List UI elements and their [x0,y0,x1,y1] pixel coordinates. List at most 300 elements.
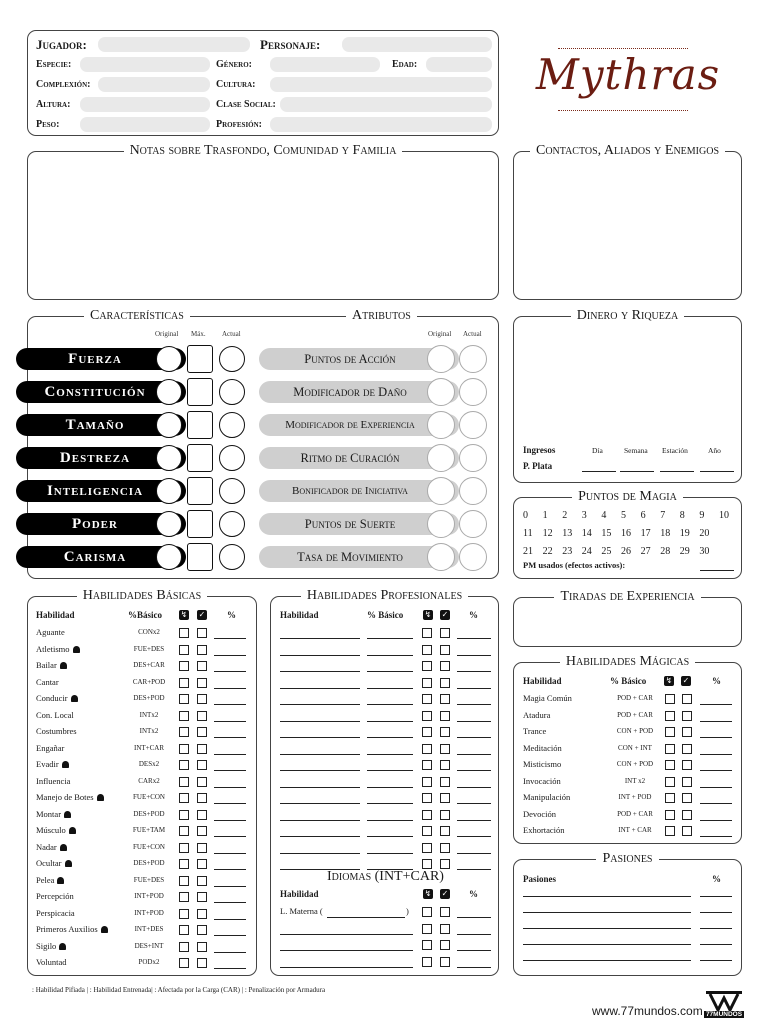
magic-point-number[interactable]: 10 [719,510,729,521]
characteristic-actual-circle[interactable] [219,445,245,471]
skill-percent-line[interactable] [457,836,491,837]
trained-checkbox[interactable] [440,678,450,688]
fumbled-checkbox[interactable] [179,711,189,721]
plata-ano-line[interactable] [700,471,734,472]
prof-skill-basic-line[interactable] [367,787,413,788]
skill-percent-line[interactable] [214,820,246,821]
prof-skill-name-line[interactable] [280,787,360,788]
skill-percent-line[interactable] [700,836,732,837]
skill-percent-line[interactable] [214,836,246,837]
trained-checkbox[interactable] [682,711,692,721]
magic-point-number[interactable]: 28 [660,546,671,557]
trained-checkbox[interactable] [197,760,207,770]
prof-skill-name-line[interactable] [280,721,360,722]
contactos-box[interactable] [513,143,742,300]
attribute-label: Modificador de Daño [259,381,459,403]
characteristic-actual-circle[interactable] [219,511,245,537]
basic-skill-formula: INTx2 [139,710,159,719]
prof-skill-basic-line[interactable] [367,754,413,755]
basic-skill-formula: DES+INT [134,941,164,950]
fumbled-checkbox[interactable] [179,661,189,671]
trained-checkbox[interactable] [440,793,450,803]
fumbled-checkbox[interactable] [179,810,189,820]
magic-point-number[interactable]: 16 [621,528,631,539]
prof-skill-basic-line[interactable] [367,721,413,722]
fumbled-checkbox[interactable] [665,810,675,820]
trained-checkbox[interactable] [197,925,207,935]
characteristic-max-box[interactable] [187,378,213,406]
idioma-name-line[interactable] [280,934,413,935]
characteristic-original-circle[interactable] [156,445,182,471]
prof-skill-name-line[interactable] [280,754,360,755]
plata-estacion-line[interactable] [660,471,694,472]
prof-skill-name-line[interactable] [280,853,360,854]
fumbled-checkbox[interactable] [422,628,432,638]
skill-percent-line[interactable] [214,754,246,755]
attribute-actual-circle[interactable] [459,345,487,373]
trained-checkbox[interactable] [440,907,450,917]
skill-percent-line[interactable] [214,721,246,722]
genero-field[interactable] [270,57,380,72]
tiradas-box[interactable] [513,589,742,647]
skill-percent-line[interactable] [457,917,491,918]
prof-skill-name-line[interactable] [280,803,360,804]
fumbled-checkbox[interactable] [179,876,189,886]
trained-checkbox[interactable] [197,744,207,754]
trained-checkbox[interactable] [197,909,207,919]
trained-checkbox[interactable] [440,777,450,787]
prof-skill-basic-line[interactable] [367,704,413,705]
fumbled-checkbox[interactable] [179,942,189,952]
plata-dia-line[interactable] [582,471,616,472]
magic-point-number[interactable]: 8 [679,510,685,521]
prof-skill-basic-line[interactable] [367,820,413,821]
magic-point-number[interactable]: 0 [523,510,528,521]
trained-checkbox[interactable] [197,859,207,869]
peso-field[interactable] [80,117,210,132]
skill-percent-line[interactable] [457,737,491,738]
fumbled-checkbox[interactable] [179,727,189,737]
prof-skill-name-line[interactable] [280,688,360,689]
magic-point-number[interactable]: 14 [581,528,592,539]
skill-percent-line[interactable] [700,820,732,821]
skill-percent-line[interactable] [214,886,246,887]
complexion-field[interactable] [98,77,210,92]
skill-percent-line[interactable] [214,638,246,639]
attribute-original-circle[interactable] [427,411,455,439]
fumbled-checkbox[interactable] [422,727,432,737]
trained-checkbox[interactable] [197,810,207,820]
prof-skill-basic-line[interactable] [367,638,413,639]
skill-percent-line[interactable] [700,754,732,755]
skill-percent-line[interactable] [457,704,491,705]
skill-percent-line[interactable] [700,737,732,738]
magic-point-number[interactable]: 15 [601,528,612,539]
fumbled-checkbox[interactable] [179,694,189,704]
fumbled-checkbox[interactable] [179,645,189,655]
skill-percent-line[interactable] [700,721,732,722]
basic-skill-name: Conducir [36,693,78,707]
magic-point-number[interactable]: 18 [660,528,671,539]
pasiones-head-pct: % [712,874,721,884]
characteristic-max-box[interactable] [187,345,213,373]
fumbled-checkbox[interactable] [422,859,432,869]
trained-checkbox[interactable] [197,876,207,886]
fumbled-checkbox[interactable] [665,727,675,737]
magic-point-number[interactable]: 22 [542,546,553,557]
edad-field[interactable] [426,57,492,72]
magic-point-number[interactable]: 20 [699,528,710,539]
prof-skill-name-line[interactable] [280,737,360,738]
especie-field[interactable] [80,57,210,72]
trained-checkbox[interactable] [440,645,450,655]
prof-skill-name-line[interactable] [280,704,360,705]
trained-checkbox[interactable] [440,859,450,869]
fumbled-checkbox[interactable] [422,645,432,655]
trained-checkbox[interactable] [197,777,207,787]
magic-point-number[interactable]: 29 [679,546,690,557]
attribute-actual-circle[interactable] [459,378,487,406]
skill-percent-line[interactable] [700,704,732,705]
trained-checkbox[interactable] [197,793,207,803]
lengua-materna-line[interactable] [327,917,405,918]
mythras-logo [528,44,728,122]
fumbled-checkbox[interactable] [179,843,189,853]
personaje-field[interactable] [342,37,492,52]
trained-checkbox[interactable] [440,940,450,950]
attribute-actual-circle[interactable] [459,411,487,439]
fumbled-checkbox[interactable] [422,744,432,754]
fumbled-checkbox[interactable] [422,957,432,967]
pasion-name-line[interactable] [523,912,691,913]
prof-skill-name-line[interactable] [280,836,360,837]
skill-percent-line[interactable] [214,688,246,689]
plata-semana-line[interactable] [620,471,654,472]
fumbled-checkbox[interactable] [179,760,189,770]
fumbled-checkbox[interactable] [179,744,189,754]
characteristic-max-box[interactable] [187,543,213,571]
attribute-original-circle[interactable] [427,543,455,571]
skill-percent-line[interactable] [457,754,491,755]
fumbled-checkbox[interactable] [422,907,432,917]
attribute-original-circle[interactable] [427,444,455,472]
trained-checkbox[interactable] [197,958,207,968]
prof-skill-basic-line[interactable] [367,836,413,837]
trained-checkbox[interactable] [682,760,692,770]
characteristic-original-circle[interactable] [156,478,182,504]
trained-checkbox[interactable] [440,744,450,754]
notas-box[interactable] [27,143,499,300]
magic-point-number[interactable]: 6 [640,510,646,521]
pasion-name-line[interactable] [523,944,691,945]
skill-percent-line[interactable] [214,737,246,738]
basic-skill-formula: DESx2 [138,760,160,768]
prof-skill-name-line[interactable] [280,770,360,771]
fumbled-checkbox[interactable] [665,777,675,787]
magic-point-number[interactable]: 19 [679,528,690,539]
pasion-percent-line[interactable] [700,928,732,929]
basic-skill-name: Aguante [36,627,65,637]
magic-point-number[interactable]: 2 [562,510,568,521]
trained-checkbox[interactable] [440,694,450,704]
skill-percent-line[interactable] [457,655,491,656]
fumbled-checkbox[interactable] [422,661,432,671]
fumbled-checkbox[interactable] [665,694,675,704]
trained-checkbox[interactable] [197,678,207,688]
pasion-percent-line[interactable] [700,960,732,961]
magic-point-number[interactable]: 12 [542,528,553,539]
basic-skill-name: Cantar [36,676,59,687]
fumbled-checkbox[interactable] [179,826,189,836]
pasion-name-line[interactable] [523,928,691,929]
trained-checkbox[interactable] [682,826,692,836]
prof-skill-basic-line[interactable] [367,803,413,804]
magic-point-number[interactable]: 5 [621,510,626,521]
skill-percent-line[interactable] [214,869,246,870]
attribute-original-circle[interactable] [427,477,455,505]
fumbled-checkbox[interactable] [179,777,189,787]
characteristic-original-circle[interactable] [156,412,182,438]
trained-checkbox[interactable] [440,628,450,638]
trained-checkbox[interactable] [682,727,692,737]
skill-percent-line[interactable] [457,967,491,968]
attribute-actual-circle[interactable] [459,477,487,505]
trained-checkbox[interactable] [197,694,207,704]
trained-checkbox[interactable] [682,810,692,820]
trained-checkbox[interactable] [440,661,450,671]
fumbled-checkbox[interactable] [422,777,432,787]
trained-checkbox[interactable] [197,843,207,853]
skill-percent-line[interactable] [214,919,246,920]
fumbled-checkbox[interactable] [665,744,675,754]
characteristic-actual-circle[interactable] [219,478,245,504]
skill-percent-line[interactable] [457,770,491,771]
skill-percent-line[interactable] [214,952,246,953]
fumbled-checkbox[interactable] [179,628,189,638]
skill-percent-line[interactable] [457,853,491,854]
attr-col-actual: Actual [463,330,482,338]
attribute-actual-circle[interactable] [459,444,487,472]
characteristic-actual-circle[interactable] [219,544,245,570]
skill-percent-line[interactable] [457,688,491,689]
basic-skill-name: Manejo de Botes [36,792,104,806]
magic-skill-formula: POD + CAR [617,710,653,719]
fumbled-checkbox[interactable] [665,793,675,803]
prof-skill-name-line[interactable] [280,655,360,656]
altura-field[interactable] [80,97,210,112]
prof-skill-basic-line[interactable] [367,671,413,672]
prof-skill-name-line[interactable] [280,671,360,672]
fumbled-checkbox[interactable] [179,793,189,803]
basic-skill-name: Costumbres [36,726,77,736]
skill-percent-line[interactable] [214,803,246,804]
encumbrance-icon [65,860,72,867]
profesion-field[interactable] [270,117,492,132]
magic-point-number[interactable]: 11 [523,528,533,539]
magic-point-number[interactable]: 25 [601,546,612,557]
characteristic-original-circle[interactable] [156,511,182,537]
magic-point-number[interactable]: 23 [562,546,573,557]
skill-percent-line[interactable] [214,655,246,656]
skill-percent-line[interactable] [700,770,732,771]
skill-percent-line[interactable] [457,803,491,804]
idioma-name-line[interactable] [280,967,413,968]
attribute-original-circle[interactable] [427,510,455,538]
trained-checkbox[interactable] [440,727,450,737]
magic-skill-name: Manipulación [523,792,571,802]
magic-point-number[interactable]: 26 [621,546,631,557]
skill-percent-line[interactable] [214,853,246,854]
prof-skill-basic-line[interactable] [367,770,413,771]
prof-skill-basic-line[interactable] [367,853,413,854]
pasion-name-line[interactable] [523,896,691,897]
fumbled-checkbox[interactable] [422,810,432,820]
fumbled-checkbox[interactable] [665,826,675,836]
trained-checkbox[interactable] [197,892,207,902]
fumbled-checkbox[interactable] [422,711,432,721]
characteristic-max-box[interactable] [187,477,213,505]
characteristic-max-box[interactable] [187,510,213,538]
fumbled-checkbox[interactable] [179,892,189,902]
altura-label: Altura: [36,99,71,110]
characteristic-original-circle[interactable] [156,544,182,570]
trained-checkbox[interactable] [682,777,692,787]
attribute-original-circle[interactable] [427,378,455,406]
trained-checkbox[interactable] [197,711,207,721]
characteristic-actual-circle[interactable] [219,412,245,438]
char-col-max: Máx. [191,330,206,338]
trained-checkbox[interactable] [197,628,207,638]
trained-checkbox[interactable] [440,826,450,836]
attribute-original-circle[interactable] [427,345,455,373]
skill-percent-line[interactable] [457,934,491,935]
magic-skill-name: Devoción [523,808,557,819]
magic-point-number[interactable]: 30 [699,546,710,557]
fumbled-checkbox[interactable] [422,678,432,688]
fumbled-checkbox[interactable] [422,940,432,950]
trained-checkbox[interactable] [197,826,207,836]
magic-point-number[interactable]: 7 [660,510,666,521]
attr-col-original: Original [428,330,452,338]
characteristic-actual-circle[interactable] [219,379,245,405]
characteristic-max-box[interactable] [187,411,213,439]
basic-skill-formula: INT+DES [134,925,164,933]
trained-checkbox[interactable] [440,957,450,967]
clase-social-field[interactable] [280,97,492,112]
fumbled-checkbox[interactable] [179,909,189,919]
fumbled-checkbox[interactable] [665,711,675,721]
trained-checkbox[interactable] [440,760,450,770]
characteristic-max-box[interactable] [187,444,213,472]
fumbled-checkbox[interactable] [179,958,189,968]
prof-skill-name-line[interactable] [280,820,360,821]
trained-checkbox[interactable] [440,924,450,934]
trained-checkbox[interactable] [440,711,450,721]
fumbled-checkbox[interactable] [179,859,189,869]
plata-label: P. Plata [523,461,553,471]
trained-checkbox[interactable] [197,645,207,655]
trained-checkbox[interactable] [440,843,450,853]
fumbled-checkbox[interactable] [422,793,432,803]
fumbled-checkbox[interactable] [179,925,189,935]
trained-checkbox[interactable] [440,810,450,820]
jugador-field[interactable] [98,37,250,52]
idioma-name-line[interactable] [280,950,413,951]
skill-percent-line[interactable] [214,704,246,705]
characteristic-original-circle[interactable] [156,379,182,405]
encumbrance-icon [69,827,76,834]
trained-checkbox[interactable] [682,744,692,754]
skill-percent-line[interactable] [214,671,246,672]
prof-skill-name-line[interactable] [280,638,360,639]
trained-checkbox[interactable] [197,727,207,737]
characteristic-original-circle[interactable] [156,346,182,372]
skill-percent-line[interactable] [214,787,246,788]
fumbled-checkbox[interactable] [422,826,432,836]
characteristic-actual-circle[interactable] [219,346,245,372]
skill-percent-line[interactable] [457,638,491,639]
skill-percent-line[interactable] [214,935,246,936]
magic-point-number[interactable]: 9 [699,510,705,521]
skill-percent-line[interactable] [700,803,732,804]
skill-percent-line[interactable] [457,820,491,821]
pasion-name-line[interactable] [523,960,691,961]
skill-percent-line[interactable] [214,770,246,771]
magic-point-number[interactable]: 21 [523,546,533,557]
fumble-icon: ↯ [424,889,432,898]
fumbled-checkbox[interactable] [179,678,189,688]
pm-usados-line[interactable] [700,570,734,571]
skill-percent-line[interactable] [457,721,491,722]
skill-percent-line[interactable] [700,787,732,788]
especie-label: Especie: [36,59,72,70]
skill-percent-line[interactable] [457,671,491,672]
magic-point-number[interactable]: 27 [640,546,651,557]
pasion-percent-line[interactable] [700,912,732,913]
skill-percent-line[interactable] [214,968,246,969]
magic-point-number[interactable]: 3 [581,510,587,521]
prof-skill-basic-line[interactable] [367,737,413,738]
trained-checkbox[interactable] [682,793,692,803]
fumbled-checkbox[interactable] [665,760,675,770]
trained-checkbox[interactable] [682,694,692,704]
attribute-actual-circle[interactable] [459,510,487,538]
trained-checkbox[interactable] [197,661,207,671]
fumbled-checkbox[interactable] [422,924,432,934]
fumbled-checkbox[interactable] [422,694,432,704]
prof-skills-title: Habilidades Profesionales [301,588,468,604]
prof-skill-basic-line[interactable] [367,688,413,689]
peso-label: Peso: [36,119,60,130]
cultura-field[interactable] [270,77,492,92]
attribute-actual-circle[interactable] [459,543,487,571]
prof-skill-basic-line[interactable] [367,655,413,656]
skill-percent-line[interactable] [214,902,246,903]
trained-checkbox[interactable] [197,942,207,952]
magic-point-number[interactable]: 4 [601,510,607,521]
pasion-percent-line[interactable] [700,896,732,897]
magic-point-number[interactable]: 13 [562,528,573,539]
pasion-percent-line[interactable] [700,944,732,945]
footer-site[interactable]: www.77mundos.com [592,1004,703,1018]
magic-point-number[interactable]: 17 [640,528,651,539]
skill-percent-line[interactable] [457,950,491,951]
magic-point-number[interactable]: 24 [581,546,592,557]
skill-percent-line[interactable] [457,787,491,788]
fumbled-checkbox[interactable] [422,843,432,853]
fumbled-checkbox[interactable] [422,760,432,770]
magic-point-number[interactable]: 1 [542,510,548,521]
